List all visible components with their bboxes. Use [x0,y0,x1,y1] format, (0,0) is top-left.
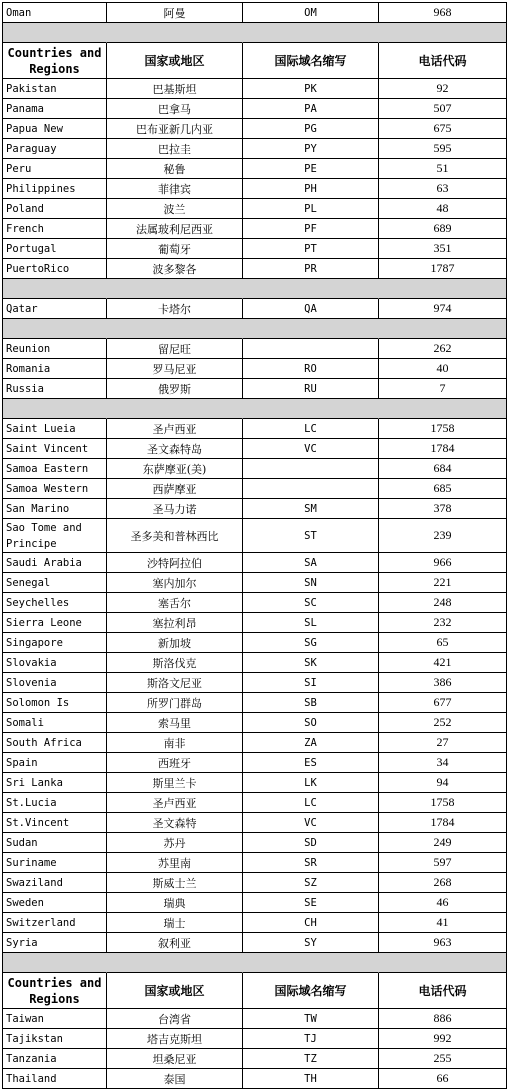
country-name-en-cell: Thailand [3,1069,107,1089]
phone-code-cell: 232 [379,613,507,633]
phone-code-cell: 1784 [379,813,507,833]
country-name-zh-cell: 瑞典 [107,893,243,913]
phone-code-cell: 421 [379,653,507,673]
phone-code-cell: 1758 [379,419,507,439]
phone-code-cell: 262 [379,339,507,359]
domain-code-cell [243,479,379,499]
header-country-name-en: Countries and Regions [3,43,107,79]
domain-code-cell [243,459,379,479]
country-name-zh-cell: 波多黎各 [107,259,243,279]
header-phone-code: 电话代码 [379,973,507,1009]
phone-code-cell: 63 [379,179,507,199]
separator-cell [3,953,107,973]
domain-code-cell: SB [243,693,379,713]
separator-cell [107,953,243,973]
country-name-en-cell: Syria [3,933,107,953]
country-name-en-cell: Pakistan [3,79,107,99]
separator-cell [3,23,107,43]
country-name-zh-cell: 坦桑尼亚 [107,1049,243,1069]
country-name-zh-cell: 阿曼 [107,3,243,23]
country-name-en-cell: Paraguay [3,139,107,159]
domain-code-cell: SL [243,613,379,633]
table-row [3,159,507,179]
separator-cell [107,279,243,299]
header-country-name-zh: 国家或地区 [107,973,243,1009]
phone-code-cell: 963 [379,933,507,953]
country-name-zh-cell: 西班牙 [107,753,243,773]
country-name-zh-cell: 圣多美和普林西比 [107,519,243,553]
country-name-zh-cell: 菲律宾 [107,179,243,199]
domain-code-cell: TZ [243,1049,379,1069]
domain-code-cell: ZA [243,733,379,753]
table-row [3,339,507,359]
phone-code-cell: 248 [379,593,507,613]
domain-code-cell: SM [243,499,379,519]
phone-code-cell: 65 [379,633,507,653]
country-name-en-cell: Papua New [3,119,107,139]
country-name-zh-cell: 卡塔尔 [107,299,243,319]
country-name-en-cell: Tanzania [3,1049,107,1069]
country-name-en-cell: Switzerland [3,913,107,933]
table-row [3,553,507,573]
header-phone-code: 电话代码 [379,43,507,79]
header-domain-code: 国际域名缩写 [243,973,379,1009]
table-row [3,139,507,159]
country-name-zh-cell: 斯洛文尼亚 [107,673,243,693]
phone-code-cell: 968 [379,3,507,23]
table-row [3,733,507,753]
table-row [3,753,507,773]
domain-code-cell: SY [243,933,379,953]
separator-cell [107,399,243,419]
separator-cell [107,319,243,339]
country-name-zh-cell: 巴拉圭 [107,139,243,159]
country-name-zh-cell: 台湾省 [107,1009,243,1029]
phone-code-cell: 974 [379,299,507,319]
domain-code-cell: TJ [243,1029,379,1049]
country-name-zh-cell: 所罗门群岛 [107,693,243,713]
country-name-en-cell: PuertoRico [3,259,107,279]
header-country-name-zh: 国家或地区 [107,43,243,79]
country-name-zh-cell: 巴拿马 [107,99,243,119]
domain-code-cell: LC [243,419,379,439]
table-row [3,1029,507,1049]
section-separator [3,23,507,43]
country-name-en-cell: Suriname [3,853,107,873]
domain-code-cell: SG [243,633,379,653]
phone-code-cell: 507 [379,99,507,119]
table-row [3,773,507,793]
table-row [3,259,507,279]
table-row [3,439,507,459]
country-name-en-cell: Seychelles [3,593,107,613]
separator-cell [243,279,379,299]
country-name-zh-cell: 俄罗斯 [107,379,243,399]
country-name-en-cell: Senegal [3,573,107,593]
domain-code-cell: OM [243,3,379,23]
separator-cell [379,399,507,419]
table-row [3,933,507,953]
table-row [3,179,507,199]
country-name-en-cell: Russia [3,379,107,399]
phone-code-cell: 675 [379,119,507,139]
phone-code-cell: 386 [379,673,507,693]
country-name-zh-cell: 塞内加尔 [107,573,243,593]
header-country-name-en: Countries and Regions [3,973,107,1009]
country-name-en-cell: Saint Vincent [3,439,107,459]
domain-code-cell: PY [243,139,379,159]
phone-code-cell: 34 [379,753,507,773]
domain-code-cell: RO [243,359,379,379]
separator-cell [243,399,379,419]
country-name-en-cell: Poland [3,199,107,219]
domain-code-cell: SK [243,653,379,673]
domain-code-cell: SN [243,573,379,593]
domain-code-cell: TH [243,1069,379,1089]
country-name-zh-cell: 斯洛伐克 [107,653,243,673]
section-separator [3,953,507,973]
separator-cell [3,399,107,419]
phone-code-cell: 48 [379,199,507,219]
section-separator [3,279,507,299]
country-name-en-cell: St.Vincent [3,813,107,833]
phone-code-cell: 1784 [379,439,507,459]
table-row [3,653,507,673]
domain-code-cell: PA [243,99,379,119]
country-name-en-cell: San Marino [3,499,107,519]
separator-cell [379,23,507,43]
separator-cell [107,23,243,43]
country-name-zh-cell: 波兰 [107,199,243,219]
phone-code-cell: 268 [379,873,507,893]
country-name-en-cell: Singapore [3,633,107,653]
domain-code-cell: SD [243,833,379,853]
country-name-en-cell: Reunion [3,339,107,359]
country-name-en-cell: Samoa Eastern [3,459,107,479]
table-row [3,199,507,219]
separator-cell [3,319,107,339]
phone-code-cell: 886 [379,1009,507,1029]
separator-cell [379,279,507,299]
phone-code-cell: 992 [379,1029,507,1049]
domain-code-cell: ST [243,519,379,553]
country-name-en-cell: Spain [3,753,107,773]
table-row [3,793,507,813]
domain-code-cell: ES [243,753,379,773]
table-row [3,633,507,653]
table-row [3,913,507,933]
table-row [3,813,507,833]
domain-code-cell: PK [243,79,379,99]
country-name-en-cell: Slovenia [3,673,107,693]
table-row [3,479,507,499]
phone-code-cell: 239 [379,519,507,553]
phone-code-cell: 1787 [379,259,507,279]
country-name-zh-cell: 罗马尼亚 [107,359,243,379]
domain-code-cell: PL [243,199,379,219]
domain-code-cell: SA [243,553,379,573]
phone-code-cell: 27 [379,733,507,753]
country-name-en-cell: Sudan [3,833,107,853]
table-row [3,1049,507,1069]
domain-code-cell: SE [243,893,379,913]
domain-code-cell: QA [243,299,379,319]
phone-code-cell: 595 [379,139,507,159]
country-name-en-cell: Tajikstan [3,1029,107,1049]
phone-code-cell: 66 [379,1069,507,1089]
country-name-zh-cell: 塔吉克斯坦 [107,1029,243,1049]
phone-code-cell: 94 [379,773,507,793]
country-name-zh-cell: 圣卢西亚 [107,793,243,813]
country-name-en-cell: Portugal [3,239,107,259]
phone-code-cell: 92 [379,79,507,99]
country-name-zh-cell: 法属玻利尼西亚 [107,219,243,239]
country-code-table [2,2,507,1089]
separator-cell [243,23,379,43]
country-name-en-cell: Somali [3,713,107,733]
phone-code-cell: 1758 [379,793,507,813]
country-name-zh-cell: 苏丹 [107,833,243,853]
domain-code-cell: LK [243,773,379,793]
country-name-zh-cell: 泰国 [107,1069,243,1089]
table-row [3,499,507,519]
table-row [3,1069,507,1089]
country-name-zh-cell: 南非 [107,733,243,753]
domain-code-cell: SI [243,673,379,693]
country-name-en-cell: Philippines [3,179,107,199]
country-name-zh-cell: 圣文森特岛 [107,439,243,459]
phone-code-cell: 351 [379,239,507,259]
country-name-en-cell: South Africa [3,733,107,753]
table-row [3,613,507,633]
phone-code-cell: 378 [379,499,507,519]
country-name-zh-cell: 留尼旺 [107,339,243,359]
country-name-zh-cell: 巴布亚新几内亚 [107,119,243,139]
domain-code-cell: SZ [243,873,379,893]
country-name-en-cell: Saudi Arabia [3,553,107,573]
country-name-en-cell: Peru [3,159,107,179]
country-name-zh-cell: 叙利亚 [107,933,243,953]
domain-code-cell: PG [243,119,379,139]
table-row [3,239,507,259]
country-name-zh-cell: 沙特阿拉伯 [107,553,243,573]
country-name-en-cell: Oman [3,3,107,23]
table-row [3,3,507,23]
table-row [3,693,507,713]
table-row [3,573,507,593]
domain-code-cell: SO [243,713,379,733]
phone-code-cell: 685 [379,479,507,499]
country-name-en-cell: Slovakia [3,653,107,673]
country-name-en-cell: Panama [3,99,107,119]
country-name-zh-cell: 瑞士 [107,913,243,933]
separator-cell [379,953,507,973]
table-row [3,593,507,613]
country-name-zh-cell: 秘鲁 [107,159,243,179]
country-name-zh-cell: 塞舌尔 [107,593,243,613]
country-name-en-cell: Taiwan [3,1009,107,1029]
phone-code-cell: 677 [379,693,507,713]
table-row [3,99,507,119]
country-name-zh-cell: 西萨摩亚 [107,479,243,499]
country-name-zh-cell: 圣文森特 [107,813,243,833]
domain-code-cell: RU [243,379,379,399]
phone-code-cell: 51 [379,159,507,179]
separator-cell [379,319,507,339]
phone-code-cell: 597 [379,853,507,873]
table-row [3,893,507,913]
table-row [3,359,507,379]
table-row [3,519,507,553]
country-name-en-cell: Swaziland [3,873,107,893]
phone-code-cell: 252 [379,713,507,733]
table-row [3,459,507,479]
table-header-row [3,43,507,79]
table-row [3,219,507,239]
country-name-en-cell: Sierra Leone [3,613,107,633]
country-name-en-cell: Romania [3,359,107,379]
country-name-en-cell: St.Lucia [3,793,107,813]
country-name-en-cell: Sri Lanka [3,773,107,793]
phone-code-cell: 221 [379,573,507,593]
phone-code-cell: 966 [379,553,507,573]
country-name-zh-cell: 斯里兰卡 [107,773,243,793]
country-name-zh-cell: 索马里 [107,713,243,733]
country-name-en-cell: Samoa Western [3,479,107,499]
table-row [3,119,507,139]
domain-code-cell: PT [243,239,379,259]
country-name-zh-cell: 圣卢西亚 [107,419,243,439]
table-row [3,299,507,319]
table-row [3,79,507,99]
table-row [3,673,507,693]
country-name-zh-cell: 塞拉利昂 [107,613,243,633]
section-separator [3,399,507,419]
phone-code-cell: 249 [379,833,507,853]
separator-cell [3,279,107,299]
domain-code-cell: LC [243,793,379,813]
table-row [3,713,507,733]
separator-cell [243,319,379,339]
country-name-en-cell: Saint Lueia [3,419,107,439]
phone-code-cell: 41 [379,913,507,933]
table-row [3,419,507,439]
section-separator [3,319,507,339]
country-name-zh-cell: 圣马力诺 [107,499,243,519]
phone-code-cell: 46 [379,893,507,913]
domain-code-cell: SR [243,853,379,873]
domain-code-cell: PF [243,219,379,239]
country-name-zh-cell: 新加坡 [107,633,243,653]
country-name-zh-cell: 巴基斯坦 [107,79,243,99]
country-name-en-cell: Sao Tome and Principe [3,519,107,553]
domain-code-cell: CH [243,913,379,933]
table-row [3,873,507,893]
table-row [3,853,507,873]
domain-code-cell: VC [243,439,379,459]
country-name-zh-cell: 斯威士兰 [107,873,243,893]
country-name-zh-cell: 葡萄牙 [107,239,243,259]
phone-code-cell: 255 [379,1049,507,1069]
domain-code-cell: PE [243,159,379,179]
country-name-zh-cell: 苏里南 [107,853,243,873]
phone-code-cell: 40 [379,359,507,379]
domain-code-cell: PR [243,259,379,279]
country-name-en-cell: Solomon Is [3,693,107,713]
table-header-row [3,973,507,1009]
table-row [3,833,507,853]
domain-code-cell: VC [243,813,379,833]
domain-code-cell: SC [243,593,379,613]
country-name-zh-cell: 东萨摩亚(美) [107,459,243,479]
table-row [3,1009,507,1029]
domain-code-cell [243,339,379,359]
domain-code-cell: TW [243,1009,379,1029]
separator-cell [243,953,379,973]
header-domain-code: 国际域名缩写 [243,43,379,79]
phone-code-cell: 689 [379,219,507,239]
table-row [3,379,507,399]
phone-code-cell: 7 [379,379,507,399]
country-name-en-cell: Qatar [3,299,107,319]
country-name-en-cell: French [3,219,107,239]
country-name-en-cell: Sweden [3,893,107,913]
phone-code-cell: 684 [379,459,507,479]
domain-code-cell: PH [243,179,379,199]
